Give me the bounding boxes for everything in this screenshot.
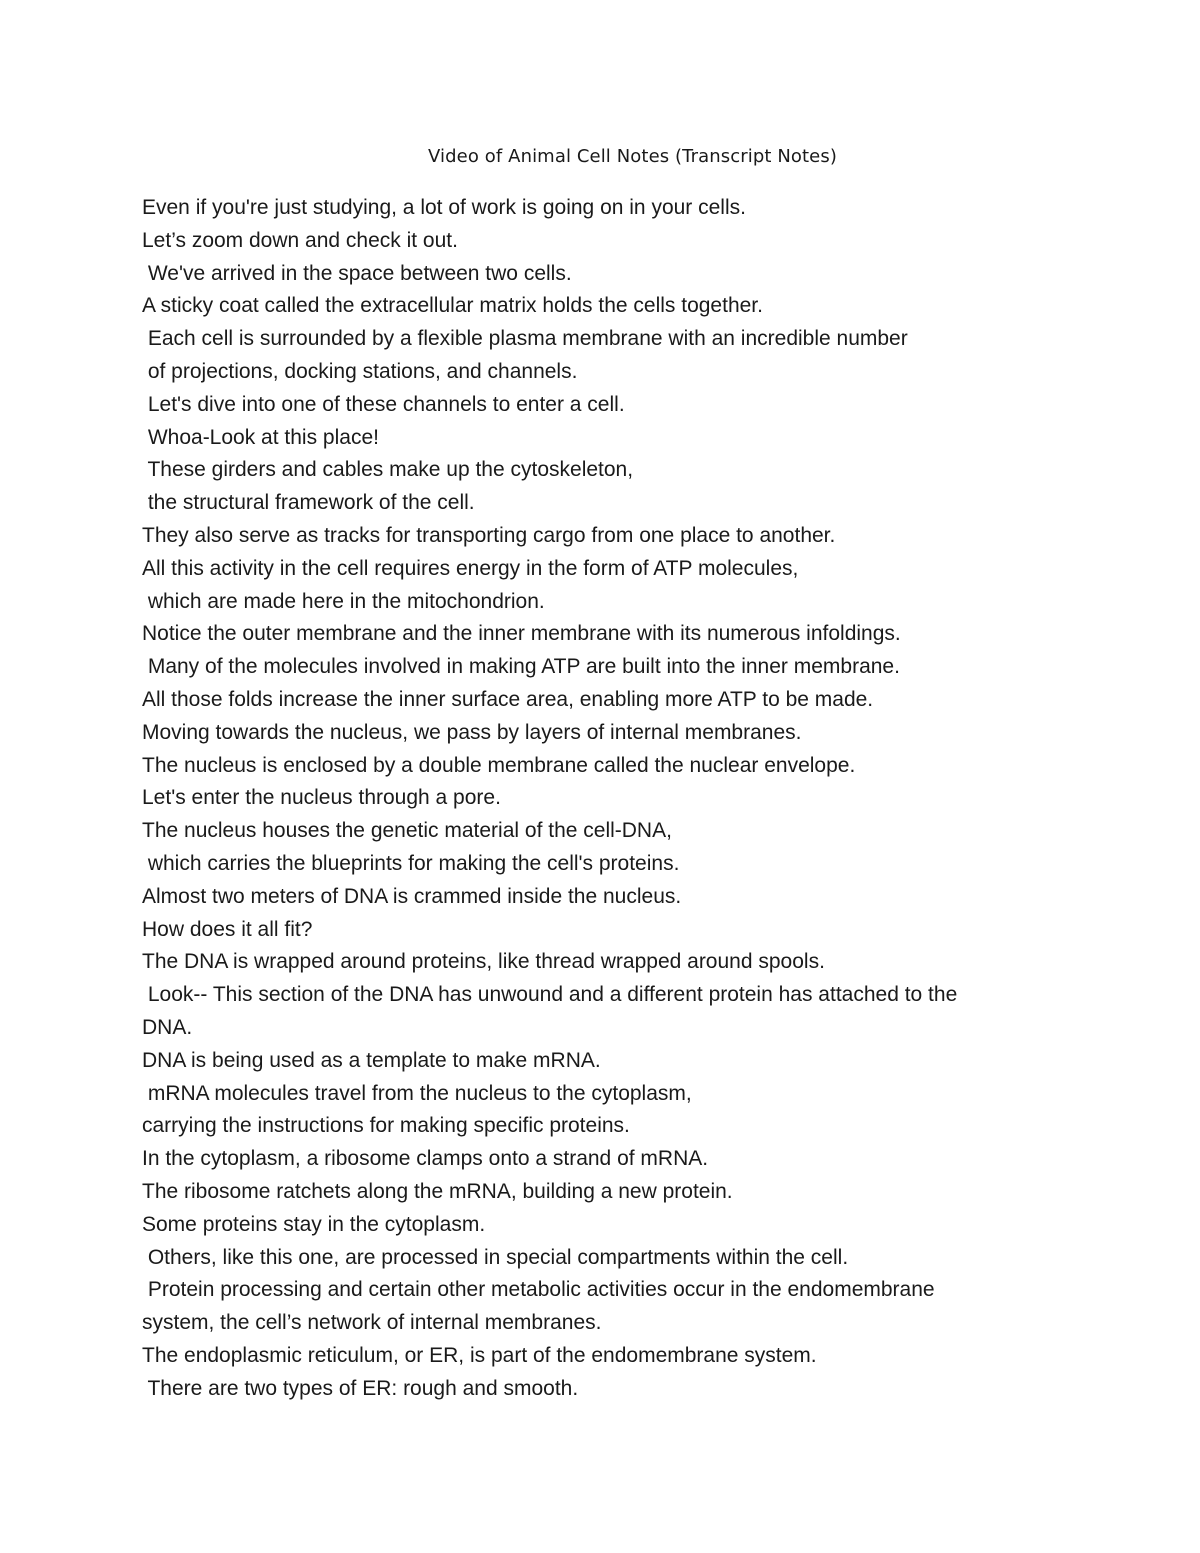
transcript-line: Each cell is surrounded by a flexible plasma membrane with an incredible number xyxy=(142,327,908,351)
transcript-line: Almost two meters of DNA is crammed inside the nucleus. xyxy=(142,884,682,908)
transcript-line: Look-- This section of the DNA has unwound and a different protein has attached to the xyxy=(142,983,958,1007)
transcript-line: The ribosome ratchets along the mRNA, building a new protein. xyxy=(142,1179,733,1203)
transcript-line: the structural framework of the cell. xyxy=(142,491,475,515)
transcript-line: The DNA is wrapped around proteins, like thread wrapped around spools. xyxy=(142,950,825,974)
transcript-line: mRNA molecules travel from the nucleus to the cytoplasm, xyxy=(142,1081,692,1105)
transcript-line: Many of the molecules involved in making ATP are built into the inner membrane. xyxy=(142,655,900,679)
transcript-line: In the cytoplasm, a ribosome clamps onto a strand of mRNA. xyxy=(142,1147,709,1171)
transcript-line: Let's enter the nucleus through a pore. xyxy=(142,786,501,810)
transcript-line: DNA. xyxy=(142,1015,193,1039)
transcript-line: A sticky coat called the extracellular matrix holds the cells together. xyxy=(142,294,763,318)
transcript-line: These girders and cables make up the cytoskeleton, xyxy=(142,458,634,482)
transcript-line: Let's dive into one of these channels to enter a cell. xyxy=(142,392,625,416)
transcript-line: The nucleus houses the genetic material of the cell-DNA, xyxy=(142,819,672,843)
transcript-line: We've arrived in the space between two cells. xyxy=(142,261,572,285)
transcript-body xyxy=(142,192,1082,1405)
transcript-line: Protein processing and certain other metabolic activities occur in the endomembrane xyxy=(142,1278,935,1302)
transcript-line: of projections, docking stations, and channels. xyxy=(142,359,578,383)
transcript-line: They also serve as tracks for transporting cargo from one place to another. xyxy=(142,523,836,547)
transcript-line: carrying the instructions for making specific proteins. xyxy=(142,1114,630,1138)
transcript-line: All this activity in the cell requires energy in the form of ATP molecules, xyxy=(142,556,799,580)
transcript-line: How does it all fit? xyxy=(142,917,313,941)
transcript-line: which are made here in the mitochondrion. xyxy=(142,589,545,613)
transcript-line: Others, like this one, are processed in special compartments within the cell. xyxy=(142,1245,849,1269)
transcript-line: The nucleus is enclosed by a double membrane called the nuclear envelope. xyxy=(142,753,856,777)
transcript-line: There are two types of ER: rough and smooth. xyxy=(142,1376,579,1400)
transcript-line: Moving towards the nucleus, we pass by layers of internal membranes. xyxy=(142,720,802,744)
transcript-line: DNA is being used as a template to make mRNA. xyxy=(142,1048,601,1072)
transcript-line: which carries the blueprints for making the cell's proteins. xyxy=(142,851,680,875)
transcript-line: Let’s zoom down and check it out. xyxy=(142,228,458,252)
transcript-line: Notice the outer membrane and the inner membrane with its numerous infoldings. xyxy=(142,622,901,646)
transcript-line: Some proteins stay in the cytoplasm. xyxy=(142,1212,486,1236)
transcript-line: The endoplasmic reticulum, or ER, is part of the endomembrane system. xyxy=(142,1343,817,1367)
transcript-line: All those folds increase the inner surface area, enabling more ATP to be made. xyxy=(142,687,874,711)
transcript-line: Even if you're just studying, a lot of work is going on in your cells. xyxy=(142,196,746,219)
document-title: Video of Animal Cell Notes (Transcript Notes) xyxy=(428,146,837,167)
transcript-line: system, the cell’s network of internal membranes. xyxy=(142,1311,602,1335)
transcript-line: Whoa-Look at this place! xyxy=(142,425,379,449)
